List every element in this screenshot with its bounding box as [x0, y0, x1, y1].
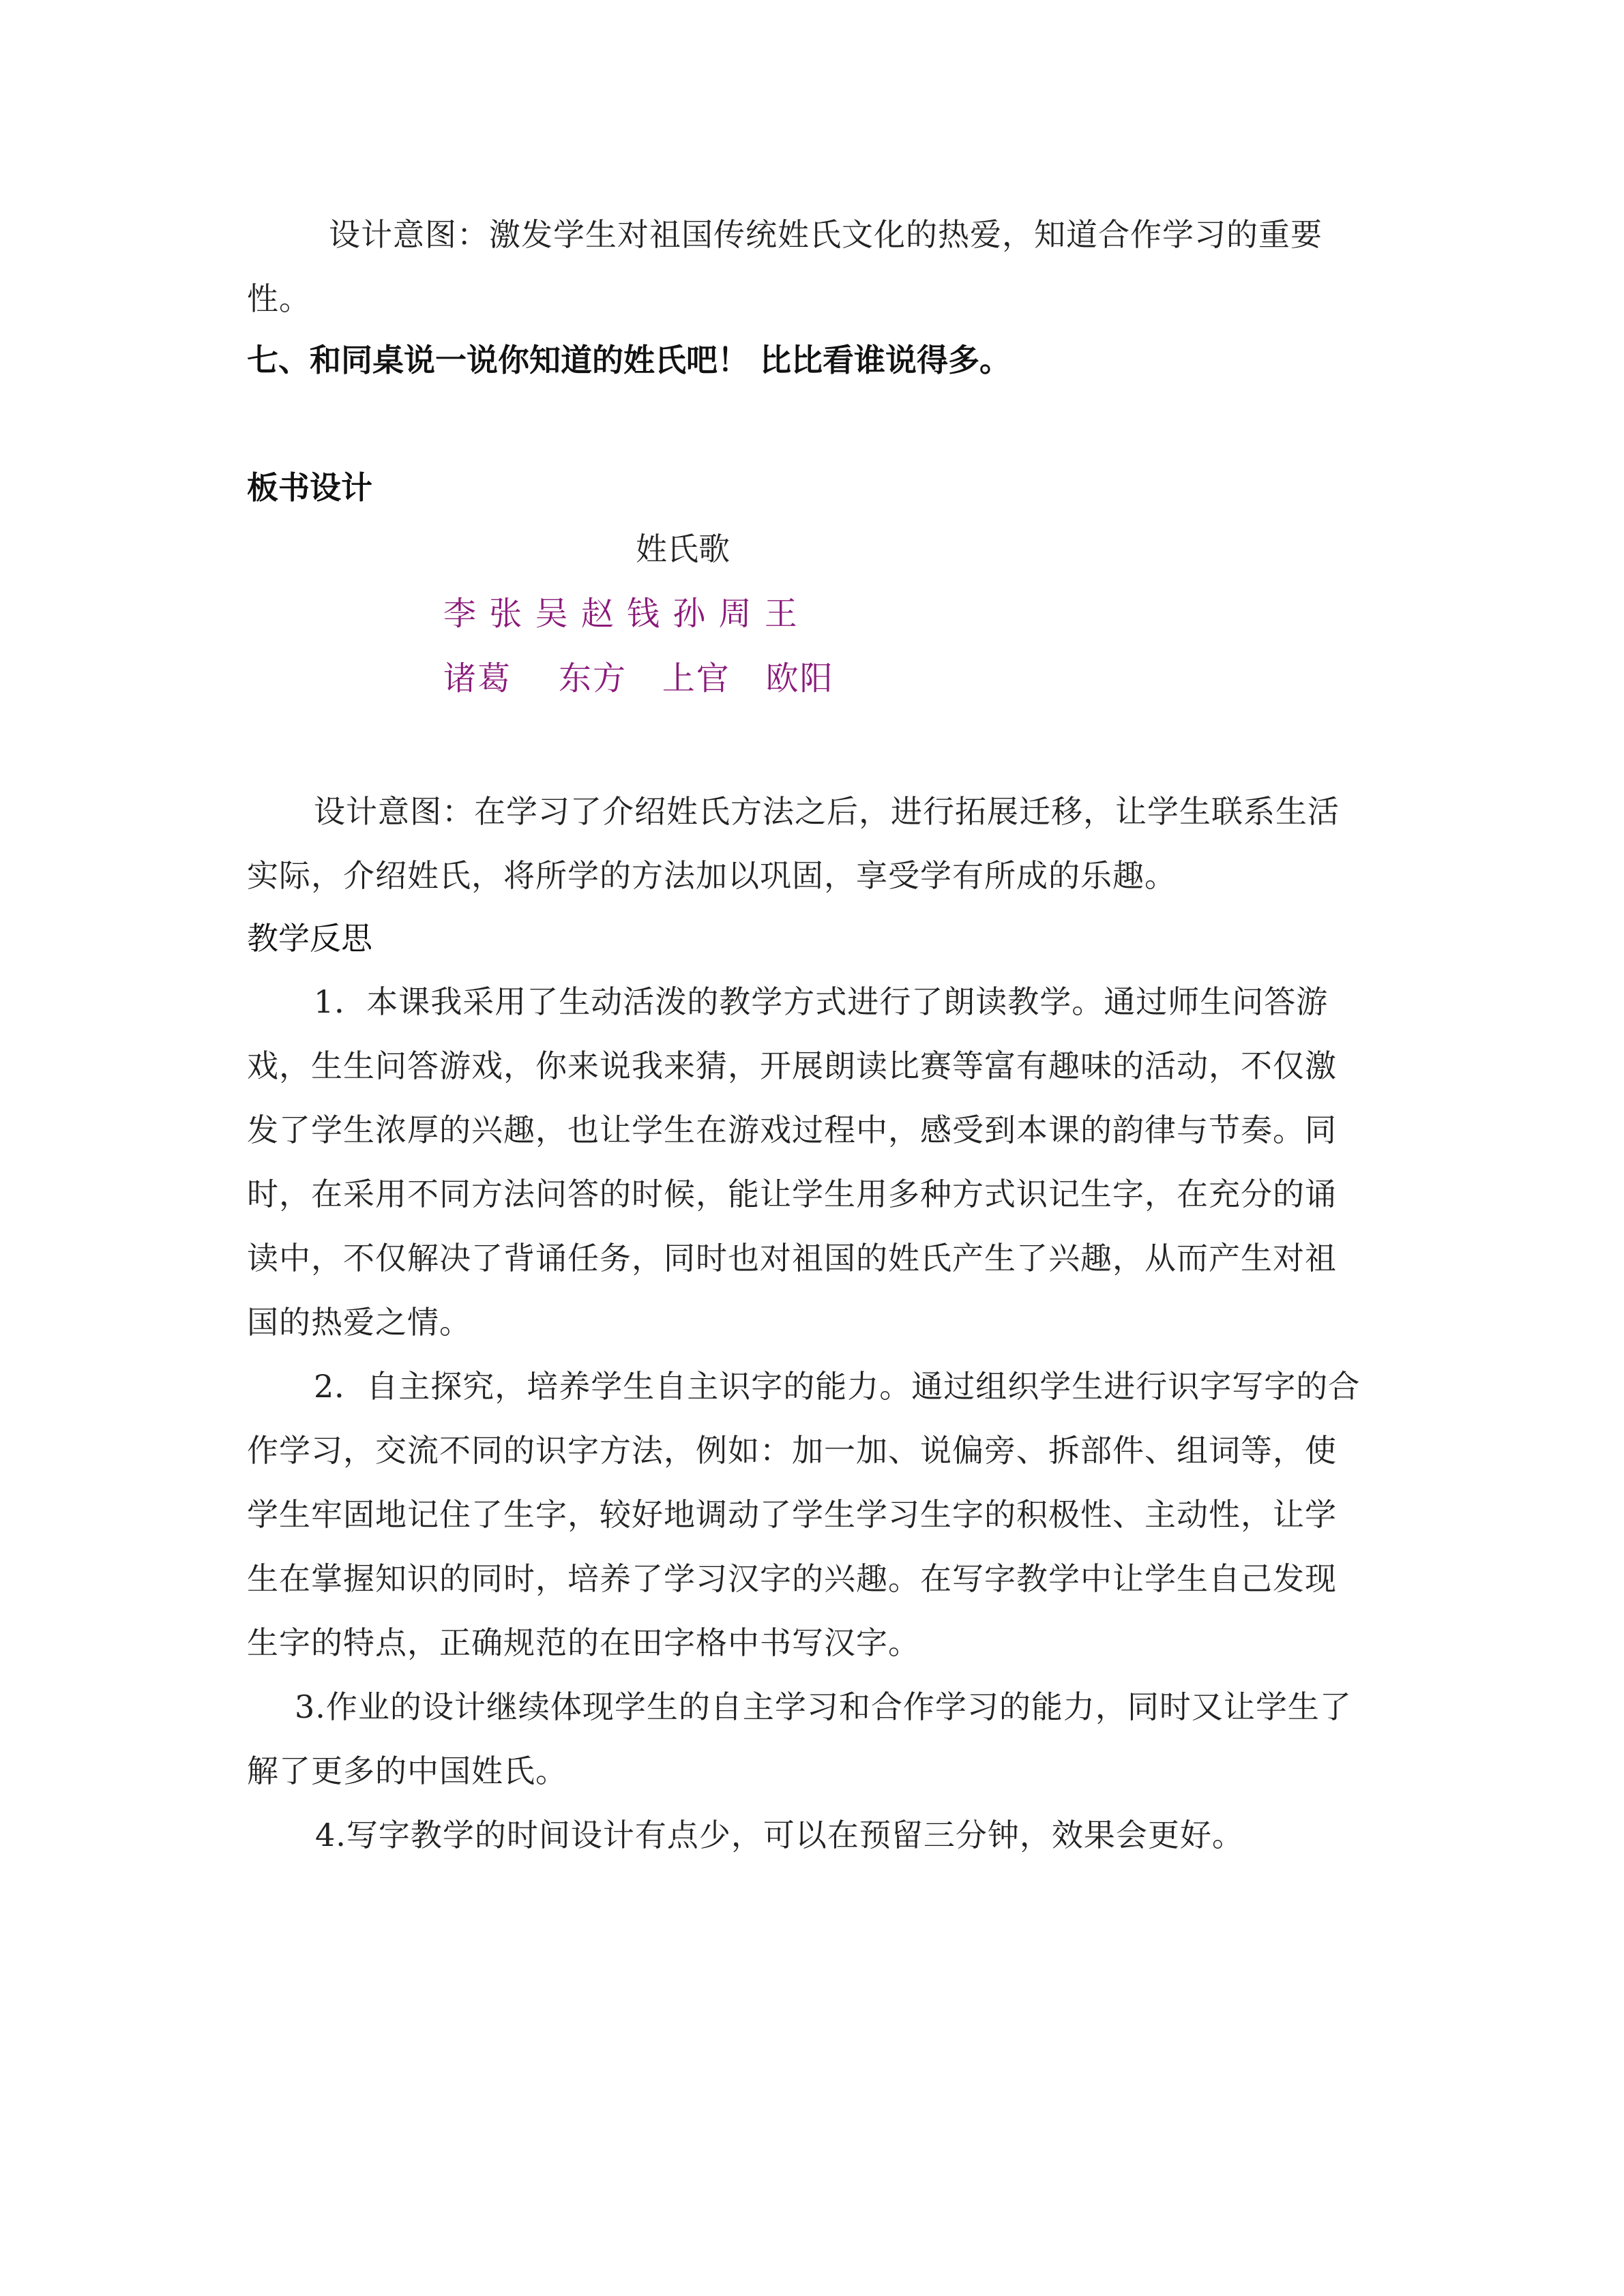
paragraph-line: 设计意图：在学习了介绍姓氏方法之后，进行拓展迁移，让学生联系生活 [314, 793, 1340, 830]
paragraph-line: 解了更多的中国姓氏。 [247, 1753, 567, 1789]
paragraph-line: 1．本课我采用了生动活泼的教学方式进行了朗读教学。通过师生问答游 [314, 983, 1329, 1020]
section-seven-heading: 七、和同桌说一说你知道的姓氏吧！ 比比看谁说得多。 [247, 342, 1012, 378]
board-design-heading: 板书设计 [247, 469, 372, 506]
paragraph-line: 生在掌握知识的同时，培养了学习汉字的兴趣。在写字教学中让学生自己发现 [247, 1560, 1337, 1597]
paragraph-line: 4.写字教学的时间设计有点少，可以在预留三分钟，效果会更好。 [315, 1817, 1244, 1853]
board-surnames-row-1: 李 张 吴 赵 钱 孙 周 王 [443, 595, 799, 633]
paragraph-line: 读中，不仅解决了背诵任务，同时也对祖国的姓氏产生了兴趣，从而产生对祖 [247, 1240, 1337, 1277]
paragraph-line: 国的热爱之情。 [247, 1304, 471, 1341]
paragraph-line: 2．自主探究，培养学生自主识字的能力。通过组织学生进行识字写字的合 [314, 1368, 1361, 1405]
board-title: 姓氏歌 [636, 531, 730, 567]
paragraph-line: 学生牢固地记住了生字，较好地调动了学生学习生字的积极性、主动性，让学 [247, 1496, 1337, 1533]
paragraph-line: 戏，生生问答游戏，你来说我来猜，开展朗读比赛等富有趣味的活动，不仅激 [247, 1047, 1337, 1084]
paragraph-line: 作学习，交流不同的识字方法，例如：加一加、说偏旁、拆部件、组词等，使 [247, 1432, 1337, 1469]
reflection-heading: 教学反思 [247, 920, 372, 957]
paragraph-line: 时，在采用不同方法问答的时候，能让学生用多种方式识记生字，在充分的诵 [247, 1176, 1337, 1212]
board-surnames-row-2: 诸葛 东方 上官 欧阳 [443, 659, 834, 698]
paragraph-line: 3.作业的设计继续体现学生的自主学习和合作学习的能力，同时又让学生了 [295, 1688, 1352, 1725]
paragraph-line: 发了学生浓厚的兴趣，也让学生在游戏过程中，感受到本课的韵律与节奏。同 [247, 1112, 1337, 1148]
paragraph-line: 设计意图：激发学生对祖国传统姓氏文化的热爱，知道合作学习的重要 [329, 216, 1323, 253]
paragraph-line: 实际，介绍姓氏，将所学的方法加以巩固，享受学有所成的乐趣。 [247, 857, 1177, 894]
paragraph-line: 性。 [247, 280, 311, 317]
paragraph-line: 生字的特点，正确规范的在田字格中书写汉字。 [247, 1624, 920, 1661]
